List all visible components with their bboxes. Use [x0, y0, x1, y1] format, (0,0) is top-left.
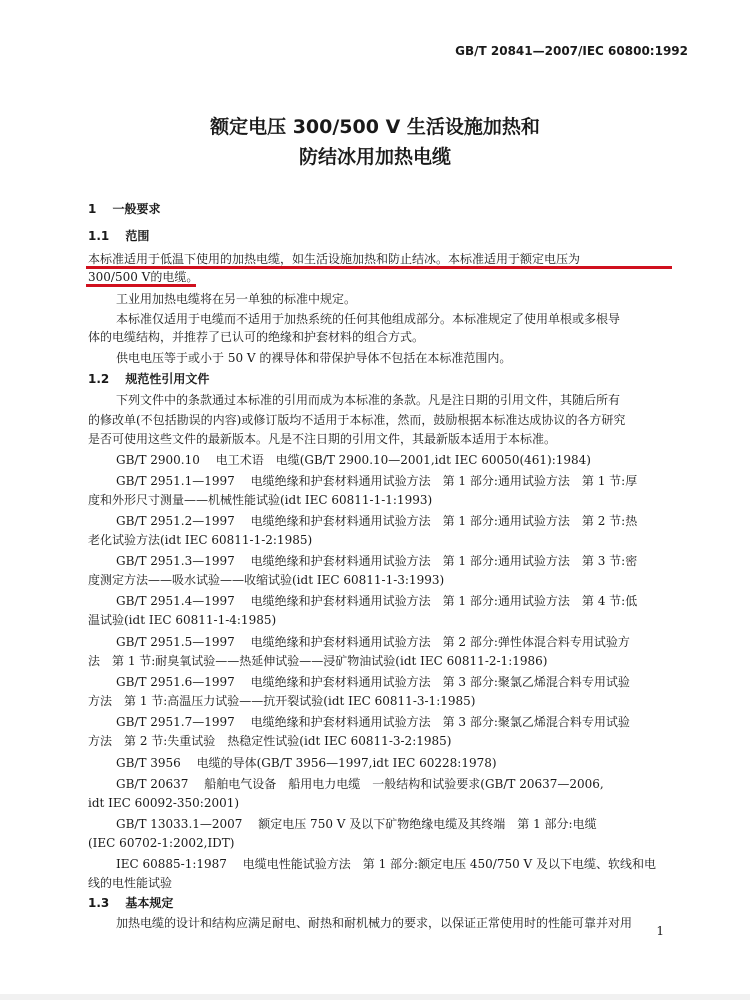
reference-line: GB/T 2951.6—1997 电缆绝缘和护套材料通用试验方法 第 3 部分:聚氯乙烯混合料专用试验 [116, 675, 630, 689]
reference-line: 老化试验方法(idt IEC 60811-1-2:1985) [88, 533, 313, 547]
reference-line: GB/T 2951.2—1997 电缆绝缘和护套材料通用试验方法 第 1 部分:通用试验方法 第 2 节:热 [116, 514, 638, 528]
reference-line: idt IEC 60092-350:2001) [88, 796, 240, 810]
reference-line: 度和外形尺寸测量——机械性能试验(idt IEC 60811-1-1:1993) [88, 493, 433, 507]
references-intro-line-1: 下列文件中的条款通过本标准的引用而成为本标准的条款。凡是注日期的引用文件，其随后所有 [116, 393, 621, 407]
reference-line: 方法 第 2 节:失重试验 热稳定性试验(idt IEC 60811-3-2:1985) [88, 734, 452, 748]
reference-line: GB/T 2951.5—1997 电缆绝缘和护套材料通用试验方法 第 2 部分:弹性体混合料专用试验方 [116, 635, 630, 649]
section-1-heading: 1 一般要求 [88, 202, 161, 216]
reference-line: GB/T 3956 电缆的导体(GB/T 3956—1997,idt IEC 60228:1978) [116, 756, 497, 770]
reference-line: GB/T 2951.4—1997 电缆绝缘和护套材料通用试验方法 第 1 部分:通用试验方法 第 4 节:低 [116, 594, 638, 608]
scope-text-line-2: 300/500 V的电缆。 [88, 270, 199, 284]
highlight-underline-2 [86, 284, 196, 287]
reference-line: 温试验(idt IEC 60811-1-4:1985) [88, 613, 277, 627]
scope-paragraph-3-line-1: 本标准仅适用于电缆而不适用于加热系统的任何其他组成部分。本标准规定了使用单根或多根导 [116, 312, 621, 326]
scope-text-line-1: 本标准适用于低温下使用的加热电缆，如生活设施加热和防止结冰。本标准适用于额定电压为 [88, 252, 581, 266]
reference-line: GB/T 2900.10 电工术语 电缆(GB/T 2900.10—2001,idt IEC 60050(461):1984) [116, 453, 591, 467]
document-title-line-1: 额定电压 300/500 V 生活设施加热和 [210, 116, 540, 138]
reference-line: GB/T 13033.1—2007 额定电压 750 V 及以下矿物绝缘电缆及其终端 第 1 部分:电缆 [116, 817, 597, 831]
reference-line: 方法 第 1 节:高温压力试验——抗开裂试验(idt IEC 60811-3-1:1985) [88, 694, 476, 708]
highlight-underline-1 [86, 266, 672, 269]
scope-paragraph-2: 工业用加热电缆将在另一单独的标准中规定。 [116, 292, 357, 306]
references-intro-line-3: 是否可使用这些文件的最新版本。凡是不注日期的引用文件，其最新版本适用于本标准。 [88, 432, 557, 446]
page-number: 1 [656, 924, 664, 938]
reference-line: GB/T 2951.7—1997 电缆绝缘和护套材料通用试验方法 第 3 部分:聚氯乙烯混合料专用试验 [116, 715, 630, 729]
scope-paragraph-4: 供电电压等于或小于 50 V 的裸导体和带保护导体不包括在本标准范围内。 [116, 351, 512, 365]
reference-line: GB/T 20637 船舶电气设备 船用电力电缆 一般结构和试验要求(GB/T 20637—2006, [116, 777, 604, 791]
references-intro-line-2: 的修改单(不包括勘误的内容)或修订版均不适用于本标准，然而，鼓励根据本标准达成协议的各方研究 [88, 413, 626, 427]
scope-paragraph-3-line-2: 体的电缆结构，并推荐了已认可的绝缘和护套材料的组合方式。 [88, 330, 425, 344]
standard-code: GB/T 20841—2007/IEC 60800:1992 [455, 44, 688, 58]
reference-line: 线的电性能试验 [88, 876, 173, 890]
section-1-2-heading: 1.2 规范性引用文件 [88, 372, 210, 386]
reference-line: GB/T 2951.1—1997 电缆绝缘和护套材料通用试验方法 第 1 部分:通用试验方法 第 1 节:厚 [116, 474, 638, 488]
reference-line: GB/T 2951.3—1997 电缆绝缘和护套材料通用试验方法 第 1 部分:通用试验方法 第 3 节:密 [116, 554, 638, 568]
page-bottom-edge [0, 994, 750, 1000]
reference-line: IEC 60885-1:1987 电缆电性能试验方法 第 1 部分:额定电压 450/750 V 及以下电缆、软线和电 [116, 857, 657, 871]
basic-provisions-line-1: 加热电缆的设计和结构应满足耐电、耐热和耐机械力的要求，以保证正常使用时的性能可靠并对用 [116, 916, 633, 930]
section-1-3-heading: 1.3 基本规定 [88, 896, 174, 910]
reference-line: (IEC 60702-1:2002,IDT) [88, 836, 235, 850]
reference-line: 法 第 1 节:耐臭氧试验——热延伸试验——浸矿物油试验(idt IEC 60811-2-1:1986) [88, 654, 548, 668]
section-1-1-heading: 1.1 范围 [88, 229, 150, 243]
reference-line: 度测定方法——吸水试验——收缩试验(idt IEC 60811-1-3:1993) [88, 573, 445, 587]
document-title-line-2: 防结冰用加热电缆 [298, 146, 451, 168]
